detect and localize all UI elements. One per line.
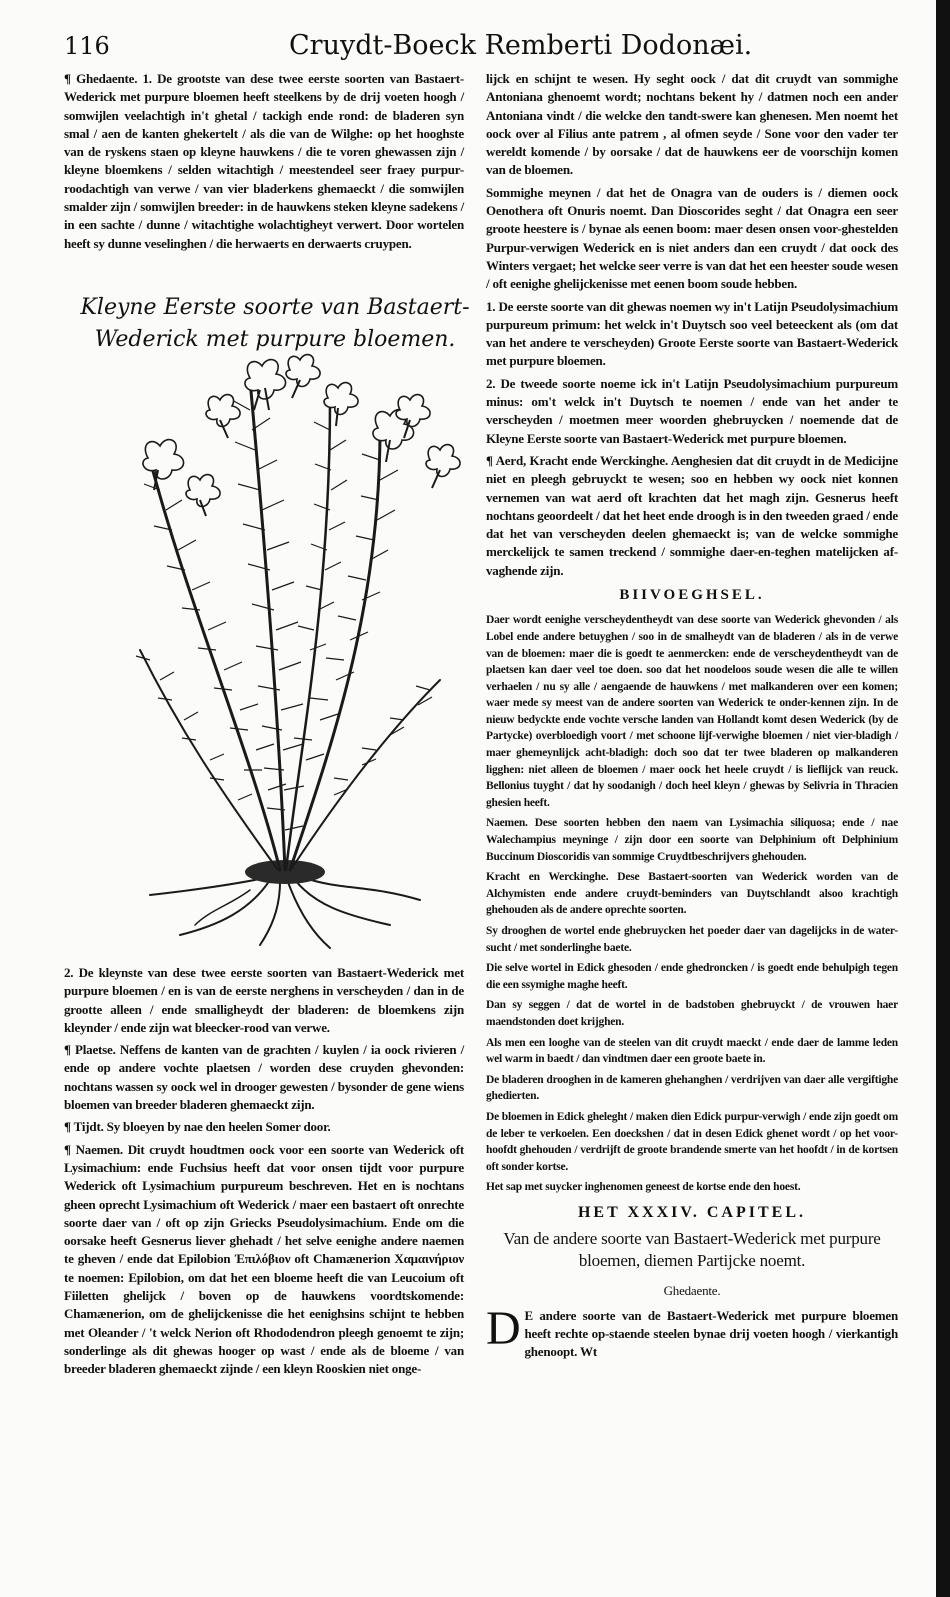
ghedaente-label: Ghedaente. (663, 1283, 721, 1299)
right-paragraph-4: 2. De tweede soorte noeme ick in't Latijn Pseudolysimachium purpureum minus: om't welck in't Duytsch te noemen / ende van het ander te verscheyden / moetmen meer woorden ghebruycken / noemende dat de Kleyne Eerste soorte van Bastaert-Wederick met purpure bloemen. (486, 375, 898, 446)
left-column-top (64, 70, 464, 257)
bijvoeghsel-paragraph-1: Daer wordt eenighe verscheydentheydt van dese soorte van Wederick ghevonden / als Lobel ende andere betuyghen / soo in de smalheydt van de bladeren / als in de verwe van de bloemen: maer die is goedt te aenmercken: ende de verscheydentheydt van de plaetsen kan daer veel toe doen. soo dat het noodeloos soude wesen die alle te willen verhaelen / nu sy alle / aengaende de hauwkens / met malkanderen over een komen; waer mede sy meest van de andere soorten van Wederick te onder-kennen zijn. In de nieuw bedyckte ende vochte versche landen van Hollandt komt desen Wederick (by de Partycke) overbloedigh voort / met schoone lijf-verwighe bloemen / niet vier-bladigh / maer ghemeynlijck acht-bladigh: doch soo dat ter twee bladeren op malkanderen ligghen: niet alleen de bloemen / maer oock het heele cruydt / is lieflijck van reuck. Bellonius tuyght / dat hy soodanigh / doch heel kleyn / ghewas by Selivria in Thracien ghesien heeft. (486, 614, 898, 809)
page-header (64, 26, 904, 66)
bijvoeghsel-paragraph-5: Die selve wortel in Edick ghesoden / ende ghedroncken / is goedt ende behulpigh tegen die een ssymighe maghe heeft. (486, 962, 898, 991)
ghedaente-paragraph: ¶ Ghedaente. 1. De grootste van dese twee eerste soorten van Bastaert-Wederick met purpure bloemen heeft steelkens by de drij voeten hoogh / somwijlen veelachtigh in't ghetal / tackigh ende rond: de bladeren syn smal / aen de kanten ghekertelt / als die van de Wilghe: op het hooghste van de ryskens staen op kleyne hauwkens / die te voren ghewassen zijn / kleyne bloemkens / selden witachtigh / meestendeel seer fraey purpur-roodachtigh van verwe / van vier bladerkens ghemaeckt / die somwijlen smalder zijn / somwijlen breeder: in de hauwkens steken kleyne sadekens / in een sachte / dunne / witachtighe wolachtigheyt verwert. Door wortelen heeft sy dunne veselinghen / die herwaerts en derwaerts cruypen. (64, 71, 464, 251)
page-number: 116 (64, 32, 110, 60)
bijvoeghsel-paragraph-7: Als men een looghe van de steelen van dit cruydt maeckt / ende daer de lamme leden wel warm in baedt / dan vindtmen daer een groote baete in. (486, 1036, 898, 1066)
chapter-heading: HET XXXIV. CAPITEL. (577, 1203, 806, 1221)
plaetse-paragraph: ¶ Plaetse. Neffens de kanten van de grachten / kuylen / ia oock rivieren / ende op andere vochte plaetsen / worden dese cruyden ghevonden: nochtans wassen sy oock wel in drooger gewesten / bysonder de gene wiens bloemen van breeder bladeren ghemaeckt zijn. (64, 1042, 464, 1113)
scan-edge-shadow (936, 0, 950, 1597)
running-title: Cruydt-Boeck Remberti Dodonæi. (289, 30, 753, 61)
bijvoeghsel-section (486, 612, 898, 1196)
left-paragraph-1: 2. De kleynste van dese twee eerste soorten van Bastaert-Wederick met purpure bloemen / en is van de eerste nerghens in verscheyden / dan in de grootte alleen / ende smalligheydt der bladeren: de bloemkens zijn kleynder / ende zijn wat bleecker-rood van verwe. (64, 965, 464, 1035)
bijvoeghsel-paragraph-2: Naemen. Dese soorten hebben den naem van Lysimachia siliquosa; ende / nae Walechampius meyninge / zijn door een soorte van Delphinium oft Delphinium Buccinum Dioscoridis van sommige Cruydtbeschrijvers ghehouden. (486, 817, 898, 863)
bijvoeghsel-paragraph-9: De bloemen in Edick gheleght / maken dien Edick purpur-verwigh / ende zijn goedt om de leber te verkoelen. Een doeckshen / dat in desen Edick ghenet wordt / op het voor-hoofdt ghehouden / verdrijft de groote brandende smerte van het hoofdt / in de kortsen oft sonder kortse. (486, 1110, 898, 1173)
bijvoeghsel-paragraph-8: De bladeren drooghen in de kameren ghehanghen / verdrijven van daer alle vergiftighe ghedierten. (486, 1073, 898, 1103)
tijdt-paragraph: ¶ Tijdt. Sy bloeyen by nae den heelen Somer door. (64, 1119, 331, 1135)
right-paragraph-3: 1. De eerste soorte van dit ghewas noemen wy in't Latijn Pseudolysimachium purpureum primum: het welck in't Duytsch soo veel beteeckent als (om dat van het andere te verscheyden) Groote Eerste soorte van Bastaert-Wederick met purpure bloemen. (486, 298, 898, 369)
naemen-paragraph: ¶ Naemen. Dit cruydt houdtmen oock voor een soorte van Wederick oft Lysimachium: ende Fuchsius heeft dat voor onsen tijdt voor purpure Wederick oft Lysimachium purpureum beschreven. Het en is nochtans gheen oprecht Lysimachium oft Wederick / maer een bastaert oft onrechte soorte daer van / oft op zijn Griecks Pseudolysimachium. Ende om die oorsake heeft Gesnerus liever ghehadt / het selve eenighe andere naemen te gheven / ende dat Epilobion Ἐπιλόβιον oft Chamænerion Χαμαινήριον te noemen: Epilobion, om dat het een bloeme heeft die van Leucoium oft Fiiletten ghelijck / boven op de hauwkens voordtskomende: Chamænerion, om de ghelijckenisse die het eenighsins schijnt te hebben met Oleander / 't welck Nerion oft Rhododendron pleegh genoemt te zijn; sonderlinge als dit ghewas hooger op wast / ende als de bloeme / van breeder bladeren ghemaeckt zijnde / een kleyn Rooskien niet onge- (64, 1141, 464, 1377)
bijvoeghsel-paragraph-4: Sy drooghen de wortel ende ghebruycken het poeder daer van dagelijcks in de water-sucht / met sonderlinghe baete. (486, 925, 898, 954)
drop-cap: D (486, 1301, 521, 1355)
chapter-subtitle: Van de andere soorte van Bastaert-Wederick met purpure bloemen, diemen Partijcke noemt. (503, 1229, 881, 1271)
aerd-kracht-paragraph: ¶ Aerd, Kracht ende Werckinghe. Aenghesien dat dit cruydt in de Medicijne niet en pleegh gebruyckt te wesen; soo en hebben wy oock niet konnen vernemen van wat aerd oft krachten dat het magh zijn. Gesnerus heeft nochtans geoordeelt / dat het heet ende droogh is in den tweeden graed / ende dat het van verscheyden deelen ghemaeckt is; van de welcke sommighe merckelijck te samen treckend / sommighe daer-en-teghen matelijcken af-vaghende zijn. (486, 452, 898, 578)
chapter-opening-text: E andere soorte van de Bastaert-Wederick met purpure bloemen heeft rechte op-staende steelen bynae drij voeten hoogh / vierkantigh ghenoopt. Wt (524, 1307, 898, 1360)
right-paragraph-2: Sommighe meynen / dat het de Onagra van de ouders is / diemen oock Oenothera oft Onuris noemt. Dan Dioscorides seght / dat Onagra een seer groote heestere is / bynae als eenen boom: maer desen onsen voor-ghestelden Purpur-verwigen Wederick en is niet anders dan een cruydt / dat oock des Winters vergaet; het welcke seer verre is van dat het een heester soude wesen / oft eenighe ghelijckenisse met eenen boom soude hebben. (486, 184, 898, 292)
right-column (486, 70, 898, 1365)
bijvoeghsel-paragraph-3: Kracht en Werckinghe. Dese Bastaert-soorten van Wederick worden van de Alchymisten ende andere cruydt-beminders van Duytschlandt alsoo krachtigh ghehouden als de andere oprechte soorten. (486, 871, 898, 917)
left-column-bottom (64, 964, 464, 1383)
bijvoeghsel-paragraph-6: Dan sy seggen / dat de wortel in de badstoben ghebruyckt / de vrouwen haer maendstonden doet krijghen. (486, 999, 898, 1028)
caption-line-2: Wederick met purpure bloemen. (94, 327, 456, 352)
bijvoeghsel-heading: BIIVOEGHSEL. (619, 587, 765, 604)
caption-line-1: Kleyne Eerste soorte van Bastaert- (80, 295, 470, 320)
woodcut-plant-illustration (100, 350, 480, 950)
chapter-opening-paragraph (486, 1301, 898, 1362)
right-paragraph-1: lijck en schijnt te wesen. Hy seght oock / dat dit cruydt van sommighe Antoniana ghenoemt wordt; nochtans bekent hy / datmen noch een ander Antoniana vindt / die welcke den tandt-swere kan ghenesen. Men noemt het oock over al Filius ante patrem , al ofmen seyde / Sone voor den vader ter wereldt komende / by oorsake / dat de hauwkens eer de voorschijn komen van de bloemen. (486, 71, 898, 178)
bijvoeghsel-paragraph-10: Het sap met suycker inghenomen geneest de kortse ende den hoest. (486, 1181, 801, 1194)
figure-caption (80, 292, 470, 356)
